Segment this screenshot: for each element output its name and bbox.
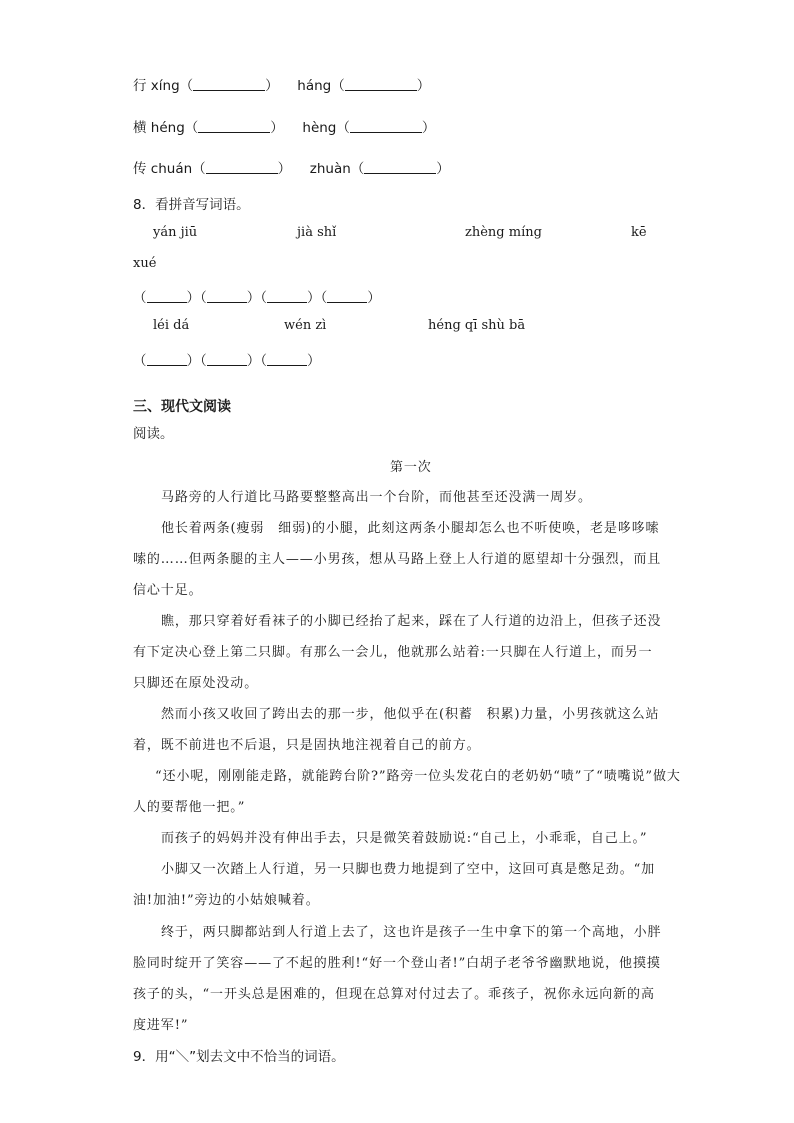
pinyin-prompt: héng qī shù bā bbox=[428, 318, 526, 333]
story-title: 第一次 bbox=[390, 460, 432, 475]
answer-blank[interactable] bbox=[147, 290, 187, 303]
pinyin: héng bbox=[150, 120, 185, 136]
pinyin-prompt: yán jiū bbox=[153, 225, 198, 240]
passage-line: 油!加油!”旁边的小姑娘喊着。 bbox=[133, 893, 320, 908]
passage-line: 人的要帮他一把。” bbox=[133, 800, 246, 815]
passage-line: 小脚又一次踏上人行道，另一只脚也费力地提到了空中，这回可真是憋足劲。“加 bbox=[161, 862, 656, 877]
passage-line: “还小呢，刚刚能走路，就能跨台阶?”路旁一位头发花白的老奶奶“啧”了“啧嘴说”做大 bbox=[155, 769, 681, 784]
pinyin-prompt: kē bbox=[631, 225, 647, 240]
answer-blank[interactable] bbox=[206, 161, 278, 174]
answer-blank[interactable] bbox=[267, 353, 307, 366]
passage-line: 瞧，那只穿着好看袜子的小脚已经抬了起来，踩在了人行道的边沿上，但孩子还没 bbox=[161, 614, 662, 629]
passage-line: 只脚还在原处没动。 bbox=[133, 676, 259, 691]
pinyin-prompt: jià shǐ bbox=[297, 225, 337, 240]
passage-line: 度进军!” bbox=[133, 1018, 189, 1033]
passage-line: 着，既不前进也不后退，只是固执地注视着自己的前方。 bbox=[133, 738, 481, 753]
answer-row: （ ）（ ）（ ）（ ） bbox=[133, 290, 381, 306]
answer-blank[interactable] bbox=[147, 353, 187, 366]
answer-row: （ ）（ ）（ ） bbox=[133, 353, 321, 369]
pinyin-prompt: wén zì bbox=[284, 318, 327, 333]
polyphone-char: 传 bbox=[133, 161, 147, 177]
answer-blank[interactable] bbox=[327, 290, 367, 303]
polyphone-char: 行 bbox=[133, 78, 147, 94]
answer-blank[interactable] bbox=[267, 290, 307, 303]
pinyin: hèng bbox=[302, 120, 337, 136]
passage-line: 有下定决心登上第二只脚。有那么一会儿，他就那么站着:一只脚在人行道上，而另一 bbox=[133, 645, 653, 660]
section-intro: 阅读。 bbox=[133, 426, 174, 442]
pinyin: zhuàn bbox=[309, 161, 351, 177]
passage-line: 他长着两条(瘦弱 细弱)的小腿，此刻这两条小腿却怎么也不听使唤，老是哆哆嗦 bbox=[161, 521, 660, 536]
pinyin-prompt: léi dá bbox=[153, 318, 190, 333]
pinyin: chuán bbox=[150, 161, 193, 177]
question-9-title: 9．用“＼”划去文中不恰当的词语。 bbox=[133, 1049, 345, 1065]
passage-line: 孩子的头，“一开头总是困难的，但现在总算对付过去了。乖孩子，祝你永远向新的高 bbox=[133, 987, 655, 1002]
passage-line: 脸同时绽开了笑容——了不起的胜利!“好一个登山者!”白胡子老爷爷幽默地说，他摸摸 bbox=[133, 956, 661, 971]
answer-blank[interactable] bbox=[207, 290, 247, 303]
section-heading: 三、现代文阅读 bbox=[133, 399, 231, 415]
pinyin: xíng bbox=[150, 78, 180, 94]
pinyin: háng bbox=[297, 78, 332, 94]
polyphone-row: 行 xíng（ ） háng（ ） bbox=[133, 78, 431, 94]
polyphone-row: 传 chuán（ ） zhuàn（ ） bbox=[133, 161, 450, 177]
answer-blank[interactable] bbox=[345, 78, 417, 91]
answer-blank[interactable] bbox=[350, 120, 422, 133]
answer-blank[interactable] bbox=[364, 161, 436, 174]
passage-line: 终于，两只脚都站到人行道上去了，这也许是孩子一生中拿下的第一个高地，小胖 bbox=[161, 925, 662, 940]
passage-line: 信心十足。 bbox=[133, 583, 203, 598]
answer-blank[interactable] bbox=[193, 78, 265, 91]
passage-line: 然而小孩又收回了跨出去的那一步，他似乎在(积蓄 积累)力量，小男孩就这么站 bbox=[161, 707, 660, 722]
pinyin-prompt: zhèng míng bbox=[465, 225, 542, 240]
passage-line: 而孩子的妈妈并没有伸出手去，只是微笑着鼓励说:“自己上，小乖乖，自己上。” bbox=[161, 831, 648, 846]
question-8-title: 8．看拼音写词语。 bbox=[133, 197, 250, 213]
answer-blank[interactable] bbox=[207, 353, 247, 366]
passage-line: 嗦的……但两条腿的主人——小男孩，想从马路上登上人行道的愿望却十分强烈，而且 bbox=[133, 552, 662, 567]
passage-line: 马路旁的人行道比马路要整整高出一个台阶，而他甚至还没满一周岁。 bbox=[161, 490, 592, 505]
polyphone-char: 横 bbox=[133, 120, 147, 136]
answer-blank[interactable] bbox=[198, 120, 270, 133]
pinyin-prompt-wrap: xué bbox=[133, 256, 157, 271]
polyphone-row: 横 héng（ ） hèng（ ） bbox=[133, 120, 436, 136]
